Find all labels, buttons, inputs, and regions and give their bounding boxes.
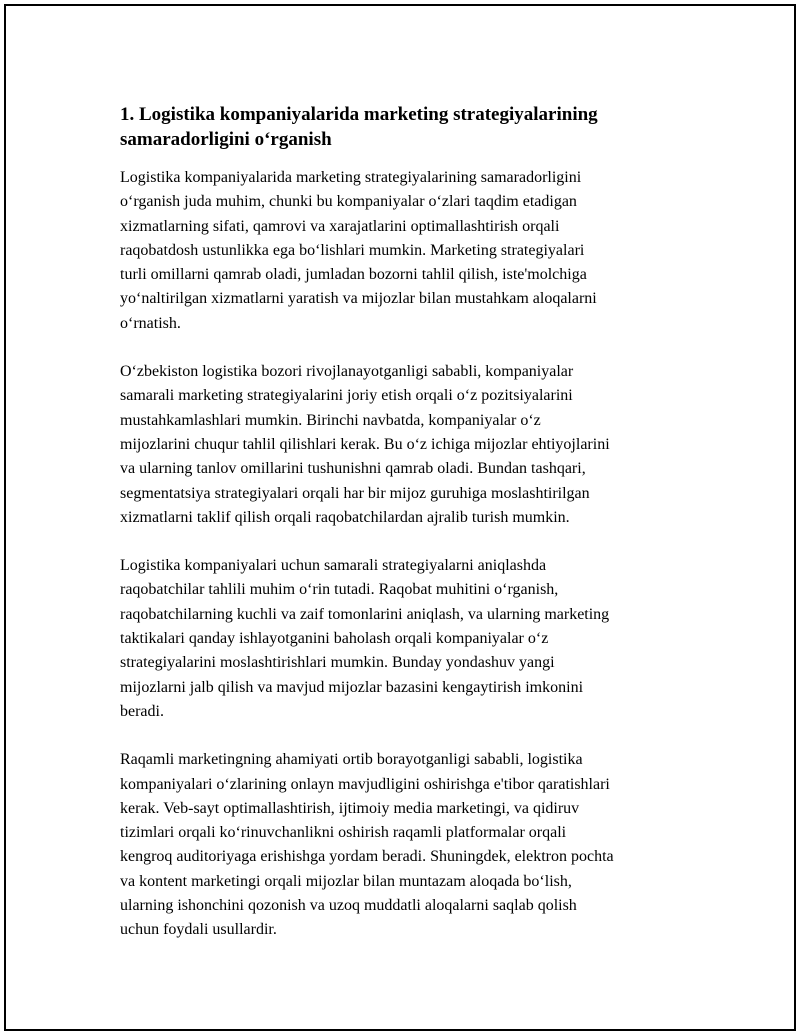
section-title: 1. Logistika kompaniyalarida marketing strategiyalarining samaradorligini o‘rganish <box>120 104 598 150</box>
paragraph-3: Logistika kompaniyalari uchun samarali strategiyalarni aniqlashda raqobatchilar tahlili muhim o‘rin tutadi. Raqobat muhitini o‘rganish, raqobatchilarning kuchli va zaif tomonlarini aniqlash, va ularning marketing taktikalari qanday ishlayotganini baholash orqali kompaniyalar o‘z strategiyalarini moslashtirishlari mumkin. Bunday yondashuv yangi mijozlarni jalb qilish va mavjud mijozlar bazasini kengaytirish imkonini beradi. <box>120 557 610 720</box>
document-body <box>120 102 690 943</box>
paragraph-4: Raqamli marketingning ahamiyati ortib borayotganligi sababli, logistika kompaniyalari o‘zlarining onlayn mavjudligini oshirishga e'tibor qaratishlari kerak. Veb-sayt optimallashtirish, ijtimoiy media marketingi, va qidiruv tizimlari orqali ko‘rinuvchanlikni oshirish raqamli platformalar orqali kengroq auditoriyaga erishishga yordam beradi. Shuningdek, elektron pochta va kontent marketingi orqali mijozlar bilan muntazam aloqada bo‘lish, ularning ishonchini qozonish va uzoq muddatli aloqalarni saqlab qolish uchun foydali usullardir. <box>120 751 614 939</box>
paragraph-2: O‘zbekiston logistika bozori rivojlanayotganligi sababli, kompaniyalar samarali marketing strategiyalarini joriy etish orqali o‘z pozitsiyalarini mustahkamlashlari mumkin. Birinchi navbatda, kompaniyalar o‘z mijozlarini chuqur tahlil qilishlari kerak. Bu o‘z ichiga mijozlar ehtiyojlarini va ularning tanlov omillarini tushunishni qamrab oladi. Bundan tashqari, segmentatsiya strategiyalari orqali har bir mijoz guruhiga moslashtirilgan xizmatlarni taklif qilish orqali raqobatchilardan ajralib turish mumkin. <box>120 363 610 526</box>
document-page <box>4 4 796 1031</box>
paragraph-1: Logistika kompaniyalarida marketing strategiyalarining samaradorligini o‘rganish juda muhim, chunki bu kompaniyalar o‘zlari taqdim etadigan xizmatlarning sifati, qamrovi va xarajatlarini optimallashtirish orqali raqobatdosh ustunlikka ega bo‘lishlari mumkin. Marketing strategiyalari turli omillarni qamrab oladi, jumladan bozorni tahlil qilish, iste'molchiga yo‘naltirilgan xizmatlarni yaratish va mijozlar bilan mustahkam aloqalarni o‘rnatish. <box>120 169 597 332</box>
